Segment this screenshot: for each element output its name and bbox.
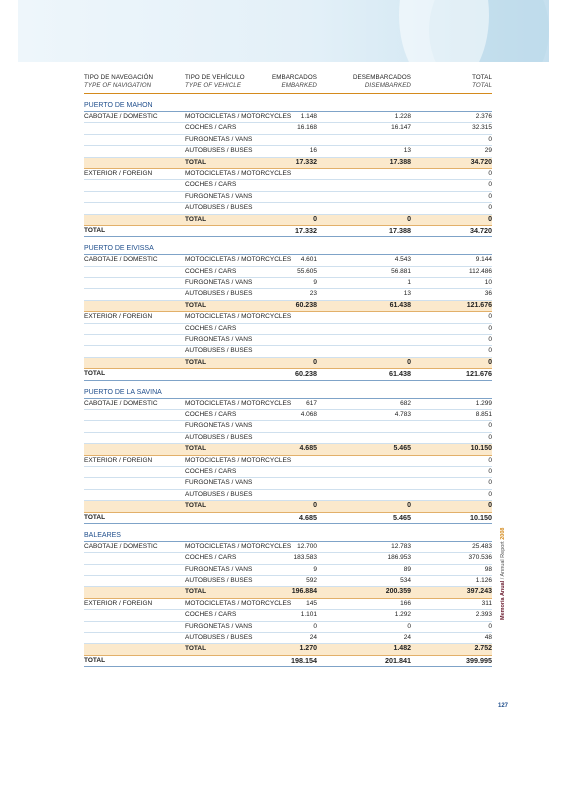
vehicle-type-cell: COCHES / CARS	[185, 324, 237, 332]
navigation-type-cell: EXTERIOR / FOREIGN	[84, 456, 153, 464]
embarked-cell: 60.238	[295, 369, 317, 379]
vehicle-type-cell: TOTAL	[185, 645, 207, 653]
vehicle-type-cell: MOTOCICLETAS / MOTORCYCLES	[185, 399, 292, 407]
disembarked-cell: 1	[407, 279, 411, 287]
total-cell: 0	[488, 169, 492, 177]
table-row	[84, 490, 492, 501]
navigation-type-cell: CABOTAJE / DOMESTIC	[84, 542, 158, 550]
total-cell: 0	[488, 358, 492, 366]
total-cell: 0	[488, 467, 492, 475]
total-cell: 399.995	[466, 655, 492, 665]
header-disembarked-en: DISEMBARKED	[364, 82, 411, 89]
disembarked-cell: 201.841	[385, 655, 411, 665]
table-row	[84, 123, 492, 134]
total-cell: 0	[488, 479, 492, 487]
total-cell: 370.536	[468, 554, 492, 562]
vehicle-type-cell: MOTOCICLETAS / MOTORCYCLES	[185, 169, 292, 177]
vehicle-type-cell: TOTAL	[185, 502, 207, 510]
total-cell: 2.752	[474, 645, 492, 653]
total-cell: 34.720	[470, 225, 492, 235]
embarked-cell: 55.605	[297, 267, 317, 275]
section-title: BALEARES	[84, 531, 492, 542]
page-number: 127	[498, 703, 509, 709]
table-row	[84, 135, 492, 146]
embarked-cell: 16	[309, 147, 317, 155]
disembarked-cell: 0	[407, 215, 411, 223]
total-cell: 112.486	[468, 267, 492, 275]
header-navigation-en: TYPE OF NAVIGATION	[84, 82, 152, 89]
table-header	[84, 73, 492, 94]
table-row	[84, 542, 492, 553]
total-cell: 8.851	[475, 410, 492, 418]
vehicle-type-cell: COCHES / CARS	[185, 467, 237, 475]
vehicle-type-cell: TOTAL	[185, 445, 207, 453]
table-row	[84, 289, 492, 300]
navigation-type-cell: TOTAL	[84, 226, 106, 234]
header-navigation-es: TIPO DE NAVEGACIÓN	[84, 74, 154, 81]
vehicle-type-cell: TOTAL	[185, 358, 207, 366]
total-cell: 10.150	[470, 512, 492, 522]
vehicle-type-cell: MOTOCICLETAS / MOTORCYCLES	[185, 542, 292, 550]
disembarked-cell: 24	[403, 634, 411, 642]
disembarked-cell: 56.881	[391, 267, 411, 275]
vehicle-type-cell: AUTOBUSES / BUSES	[185, 634, 253, 642]
side-caption-subtitle: / Annual Report	[500, 539, 506, 581]
vehicle-type-cell: MOTOCICLETAS / MOTORCYCLES	[185, 256, 292, 264]
table-row	[84, 255, 492, 266]
table-row	[84, 180, 492, 191]
total-cell: 34.720	[470, 158, 492, 166]
disembarked-cell: 682	[400, 399, 411, 407]
total-cell: 2.393	[475, 611, 492, 619]
embarked-cell: 196.884	[291, 588, 317, 596]
vehicle-type-cell: AUTOBUSES / BUSES	[185, 147, 253, 155]
section-title: PUERTO DE EIVISSA	[84, 244, 492, 255]
vehicle-type-cell: FURGONETAS / VANS	[185, 565, 253, 573]
vehicle-type-cell: FURGONETAS / VANS	[185, 279, 253, 287]
subtotal-row	[84, 587, 492, 598]
embarked-cell: 198.154	[291, 655, 317, 665]
header-vehicle-es: TIPO DE VEHÍCULO	[185, 74, 245, 81]
vehicle-type-cell: FURGONETAS / VANS	[185, 192, 253, 200]
navigation-type-cell: EXTERIOR / FOREIGN	[84, 169, 153, 177]
navigation-type-cell: TOTAL	[84, 656, 106, 664]
table-row	[84, 433, 492, 444]
table-row	[84, 267, 492, 278]
total-cell: 25.483	[472, 542, 492, 550]
total-row	[84, 513, 492, 524]
table-row	[84, 467, 492, 478]
embarked-cell: 0	[313, 502, 317, 510]
navigation-type-cell: EXTERIOR / FOREIGN	[84, 313, 153, 321]
navigation-type-cell: TOTAL	[84, 370, 106, 378]
subtotal-row	[84, 158, 492, 169]
disembarked-cell: 0	[407, 622, 411, 630]
table-row	[84, 410, 492, 421]
disembarked-cell: 4.543	[394, 256, 411, 264]
embarked-cell: 0	[313, 358, 317, 366]
table-row	[84, 478, 492, 489]
section-title: PUERTO DE MAHON	[84, 101, 492, 112]
total-cell: 0	[488, 490, 492, 498]
total-cell: 0	[488, 622, 492, 630]
total-cell: 0	[488, 181, 492, 189]
vehicle-type-cell: COCHES / CARS	[185, 410, 237, 418]
navigation-type-cell: EXTERIOR / FOREIGN	[84, 599, 153, 607]
disembarked-cell: 17.388	[389, 158, 411, 166]
embarked-cell: 1.270	[299, 645, 317, 653]
total-cell: 311	[481, 599, 492, 607]
total-cell: 0	[488, 422, 492, 430]
vehicle-type-cell: COCHES / CARS	[185, 124, 237, 132]
total-cell: 0	[488, 313, 492, 321]
subtotal-row	[84, 501, 492, 512]
table-row	[84, 599, 492, 610]
embarked-cell: 16.168	[297, 124, 317, 132]
disembarked-cell: 13	[403, 147, 411, 155]
embarked-cell: 9	[313, 279, 317, 287]
table-row	[84, 553, 492, 564]
embarked-cell: 1.101	[300, 611, 317, 619]
embarked-cell: 12.700	[297, 542, 317, 550]
report-side-caption	[500, 528, 506, 620]
disembarked-cell: 61.438	[389, 369, 411, 379]
table-row	[84, 576, 492, 587]
header-vehicle-en: TYPE OF VEHICLE	[185, 82, 242, 89]
table-row	[84, 610, 492, 621]
disembarked-cell: 186.953	[387, 554, 411, 562]
vehicle-type-cell: AUTOBUSES / BUSES	[185, 490, 253, 498]
vehicle-type-cell: COCHES / CARS	[185, 181, 237, 189]
header-total-es: TOTAL	[472, 74, 492, 81]
total-cell: 10	[484, 279, 492, 287]
table-row	[84, 278, 492, 289]
vehicle-type-cell: COCHES / CARS	[185, 267, 237, 275]
disembarked-cell: 16.147	[391, 124, 411, 132]
vehicle-type-cell: AUTOBUSES / BUSES	[185, 204, 253, 212]
table-row	[84, 399, 492, 410]
vehicle-type-cell: MOTOCICLETAS / MOTORCYCLES	[185, 113, 292, 120]
embarked-cell: 617	[306, 399, 317, 407]
table-row	[84, 335, 492, 346]
section-title: PUERTO DE LA SAVINA	[84, 388, 492, 399]
embarked-cell: 0	[313, 215, 317, 223]
disembarked-cell: 89	[403, 565, 411, 573]
vehicle-type-cell: FURGONETAS / VANS	[185, 479, 253, 487]
table-row	[84, 192, 492, 203]
embarked-cell: 17.332	[295, 158, 317, 166]
total-cell: 29	[484, 147, 492, 155]
vehicle-type-cell: AUTOBUSES / BUSES	[185, 347, 253, 355]
total-cell: 0	[488, 502, 492, 510]
total-cell: 36	[484, 290, 492, 298]
navigation-type-cell: CABOTAJE / DOMESTIC	[84, 256, 158, 264]
total-cell: 397.243	[466, 588, 492, 596]
embarked-cell: 4.685	[299, 445, 317, 453]
table-row	[84, 169, 492, 180]
total-cell: 48	[484, 634, 492, 642]
vehicle-type-cell: MOTOCICLETAS / MOTORCYCLES	[185, 456, 292, 464]
total-cell: 1.126	[475, 577, 492, 585]
total-row	[84, 226, 492, 237]
total-row	[84, 369, 492, 380]
vehicle-type-cell: COCHES / CARS	[185, 611, 237, 619]
vehicle-type-cell: MOTOCICLETAS / MOTORCYCLES	[185, 599, 292, 607]
vehicle-type-cell: FURGONETAS / VANS	[185, 336, 253, 344]
total-cell: 0	[488, 336, 492, 344]
disembarked-cell: 13	[403, 290, 411, 298]
total-cell: 98	[484, 565, 492, 573]
total-cell: 2.376	[475, 113, 492, 120]
embarked-cell: 9	[313, 565, 317, 573]
disembarked-cell: 17.388	[389, 225, 411, 235]
side-caption-title: Memoria Anual	[500, 580, 506, 620]
table-row	[84, 312, 492, 323]
total-cell: 121.676	[466, 369, 492, 379]
vehicle-type-cell: TOTAL	[185, 301, 207, 309]
disembarked-cell: 534	[400, 577, 411, 585]
disembarked-cell: 0	[407, 502, 411, 510]
disembarked-cell: 5.465	[393, 512, 411, 522]
total-cell: 0	[488, 215, 492, 223]
total-cell: 1.299	[475, 399, 492, 407]
vehicle-type-cell: AUTOBUSES / BUSES	[185, 577, 253, 585]
embarked-cell: 23	[309, 290, 317, 298]
navigation-type-cell: CABOTAJE / DOMESTIC	[84, 399, 158, 407]
disembarked-cell: 166	[400, 599, 411, 607]
embarked-cell: 0	[313, 622, 317, 630]
table-row	[84, 112, 492, 123]
total-cell: 10.150	[470, 445, 492, 453]
vehicle-type-cell: MOTOCICLETAS / MOTORCYCLES	[185, 313, 292, 321]
vehicle-type-cell: FURGONETAS / VANS	[185, 622, 253, 630]
header-disembarked-es: DESEMBARCADOS	[352, 74, 411, 81]
header-banner	[18, 0, 549, 62]
table-row	[84, 324, 492, 335]
embarked-cell: 24	[309, 634, 317, 642]
disembarked-cell: 1.482	[393, 645, 411, 653]
vehicle-type-cell: AUTOBUSES / BUSES	[185, 290, 253, 298]
embarked-cell: 60.238	[295, 301, 317, 309]
table-body	[84, 101, 492, 667]
total-cell: 0	[488, 347, 492, 355]
disembarked-cell: 1.228	[394, 113, 411, 120]
embarked-cell: 4.068	[300, 410, 317, 418]
disembarked-cell: 5.465	[393, 445, 411, 453]
embarked-cell: 4.685	[299, 512, 317, 522]
header-embarked-es: EMBARCADOS	[271, 74, 317, 81]
table-row	[84, 565, 492, 576]
embarked-cell: 4.601	[300, 256, 317, 264]
embarked-cell: 1.148	[300, 113, 317, 120]
table-row	[84, 203, 492, 214]
disembarked-cell: 0	[407, 358, 411, 366]
subtotal-row	[84, 301, 492, 312]
vehicle-type-cell: TOTAL	[185, 588, 207, 596]
header-total-en: TOTAL	[472, 82, 492, 89]
total-cell: 9.144	[475, 256, 492, 264]
vehicle-type-cell: TOTAL	[185, 158, 207, 166]
vehicle-traffic-table	[84, 73, 492, 667]
table-row	[84, 346, 492, 357]
navigation-type-cell: TOTAL	[84, 513, 106, 521]
disembarked-cell: 61.438	[389, 301, 411, 309]
subtotal-row	[84, 644, 492, 655]
total-cell: 121.676	[466, 301, 492, 309]
side-caption-year: 2008	[500, 527, 506, 540]
table-row	[84, 421, 492, 432]
table-row	[84, 622, 492, 633]
banner-decoration	[399, 0, 489, 62]
total-cell: 0	[488, 135, 492, 143]
total-cell: 0	[488, 204, 492, 212]
vehicle-type-cell: FURGONETAS / VANS	[185, 422, 253, 430]
total-cell: 0	[488, 456, 492, 464]
vehicle-type-cell: COCHES / CARS	[185, 554, 237, 562]
vehicle-type-cell: AUTOBUSES / BUSES	[185, 433, 253, 441]
disembarked-cell: 200.359	[385, 588, 411, 596]
vehicle-type-cell: FURGONETAS / VANS	[185, 135, 253, 143]
total-cell: 0	[488, 192, 492, 200]
embarked-cell: 17.332	[295, 225, 317, 235]
disembarked-cell: 4.783	[394, 410, 411, 418]
subtotal-row	[84, 358, 492, 369]
embarked-cell: 183.583	[293, 554, 317, 562]
table-row	[84, 146, 492, 157]
header-embarked-en: EMBARKED	[281, 82, 317, 89]
subtotal-row	[84, 444, 492, 455]
subtotal-row	[84, 215, 492, 226]
total-cell: 0	[488, 324, 492, 332]
embarked-cell: 145	[306, 599, 317, 607]
disembarked-cell: 1.292	[394, 611, 411, 619]
total-row	[84, 656, 492, 667]
table-row	[84, 633, 492, 644]
disembarked-cell: 12.783	[391, 542, 411, 550]
navigation-type-cell: CABOTAJE / DOMESTIC	[84, 113, 158, 120]
table-row	[84, 456, 492, 467]
embarked-cell: 592	[306, 577, 317, 585]
vehicle-type-cell: TOTAL	[185, 215, 207, 223]
total-cell: 32.315	[472, 124, 492, 132]
total-cell: 0	[488, 433, 492, 441]
